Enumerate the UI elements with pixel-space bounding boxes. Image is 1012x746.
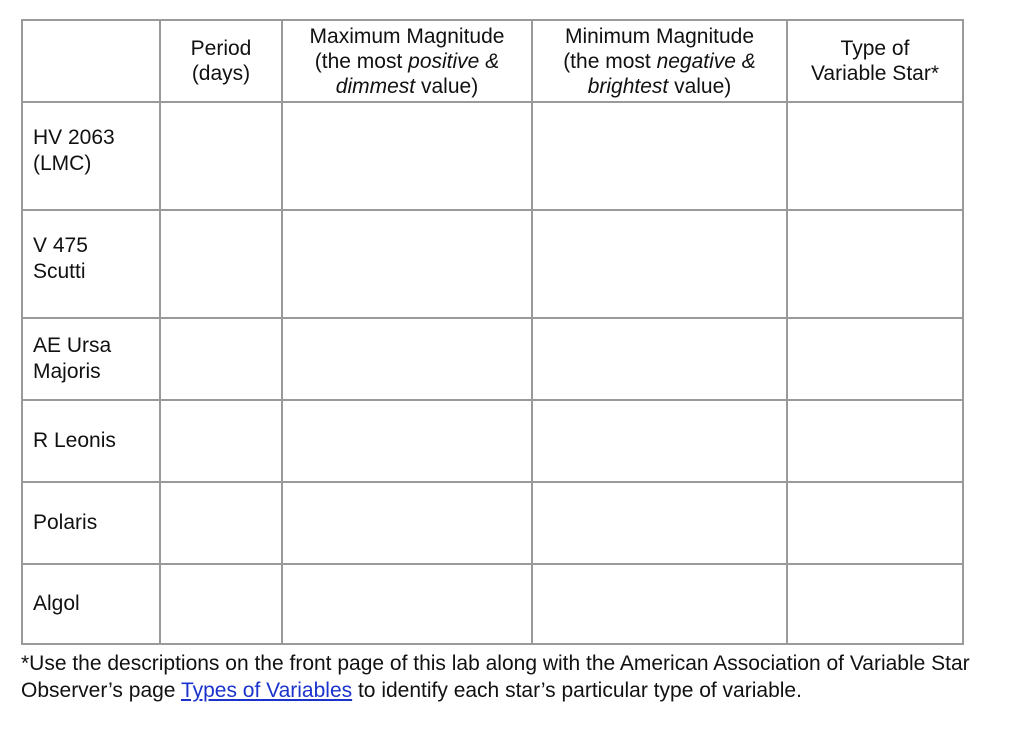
header-max-line3-em: dimmest — [335, 74, 416, 98]
variable-type-cell[interactable] — [787, 210, 963, 318]
max-magnitude-cell[interactable] — [282, 318, 532, 400]
star-name-line1: V 475 — [33, 234, 88, 257]
star-name-line2: (LMC) — [33, 152, 92, 175]
header-maximum-magnitude — [282, 20, 532, 102]
types-of-variables-link[interactable]: Types of Variables — [180, 679, 353, 702]
table-row — [22, 318, 963, 400]
header-min-line3-em: brightest — [587, 74, 669, 98]
min-magnitude-cell[interactable] — [532, 210, 787, 318]
max-magnitude-cell[interactable] — [282, 564, 532, 644]
star-name-line2: Majoris — [33, 360, 101, 383]
table-row — [22, 400, 963, 482]
star-name-line1: HV 2063 — [33, 126, 115, 149]
star-name-cell — [22, 564, 160, 644]
variable-star-worksheet — [21, 19, 962, 645]
star-name-cell — [22, 400, 160, 482]
table-row — [22, 482, 963, 564]
star-name-cell — [22, 318, 160, 400]
period-cell[interactable] — [160, 102, 282, 210]
variable-type-cell[interactable] — [787, 318, 963, 400]
star-name-line2: Scutti — [33, 260, 86, 283]
variable-type-cell[interactable] — [787, 564, 963, 644]
min-magnitude-cell[interactable] — [532, 102, 787, 210]
star-name-cell — [22, 210, 160, 318]
table-row — [22, 210, 963, 318]
header-type-of-variable-star — [787, 20, 963, 102]
period-cell[interactable] — [160, 210, 282, 318]
star-name-line1: R Leonis — [33, 429, 116, 452]
header-max-line1: Maximum Magnitude — [309, 24, 505, 48]
header-corner-cell — [22, 20, 160, 102]
header-min-line1: Minimum Magnitude — [564, 24, 755, 48]
header-max-line2-em: positive & — [408, 49, 500, 73]
variable-type-cell[interactable] — [787, 400, 963, 482]
variable-star-table — [21, 19, 964, 645]
header-type-line1: Type of — [840, 37, 910, 60]
footnote-text-before: *Use the descriptions on the front page of this lab along with the American Association of Variable Star Observer’s page — [21, 652, 970, 702]
header-type-line2: Variable Star* — [810, 62, 939, 85]
header-minimum-magnitude — [532, 20, 787, 102]
period-cell[interactable] — [160, 400, 282, 482]
min-magnitude-cell[interactable] — [532, 482, 787, 564]
max-magnitude-cell[interactable] — [282, 210, 532, 318]
min-magnitude-cell[interactable] — [532, 400, 787, 482]
period-cell[interactable] — [160, 482, 282, 564]
header-row — [22, 20, 963, 102]
table-row — [22, 564, 963, 644]
star-name-cell — [22, 102, 160, 210]
star-name-line1: AE Ursa — [33, 334, 112, 357]
header-min-line3-post: value) — [668, 74, 732, 98]
variable-type-cell[interactable] — [787, 102, 963, 210]
footnote-text-after: to identify each star’s particular type of variable. — [352, 679, 802, 702]
header-period-line2: (days) — [191, 62, 251, 85]
star-name-line1: Polaris — [33, 511, 98, 534]
max-magnitude-cell[interactable] — [282, 400, 532, 482]
max-magnitude-cell[interactable] — [282, 102, 532, 210]
min-magnitude-cell[interactable] — [532, 564, 787, 644]
header-min-line2-em: negative & — [656, 49, 756, 73]
variable-type-cell[interactable] — [787, 482, 963, 564]
header-period — [160, 20, 282, 102]
header-max-line2-pre: (the most — [314, 49, 409, 73]
header-min-line2-pre: (the most — [563, 49, 657, 73]
header-period-line1: Period — [190, 37, 252, 60]
min-magnitude-cell[interactable] — [532, 318, 787, 400]
period-cell[interactable] — [160, 564, 282, 644]
footnote — [21, 650, 981, 704]
header-max-line3-post: value) — [415, 74, 479, 98]
star-name-cell — [22, 482, 160, 564]
star-name-line1: Algol — [33, 592, 80, 615]
period-cell[interactable] — [160, 318, 282, 400]
max-magnitude-cell[interactable] — [282, 482, 532, 564]
table-row — [22, 102, 963, 210]
